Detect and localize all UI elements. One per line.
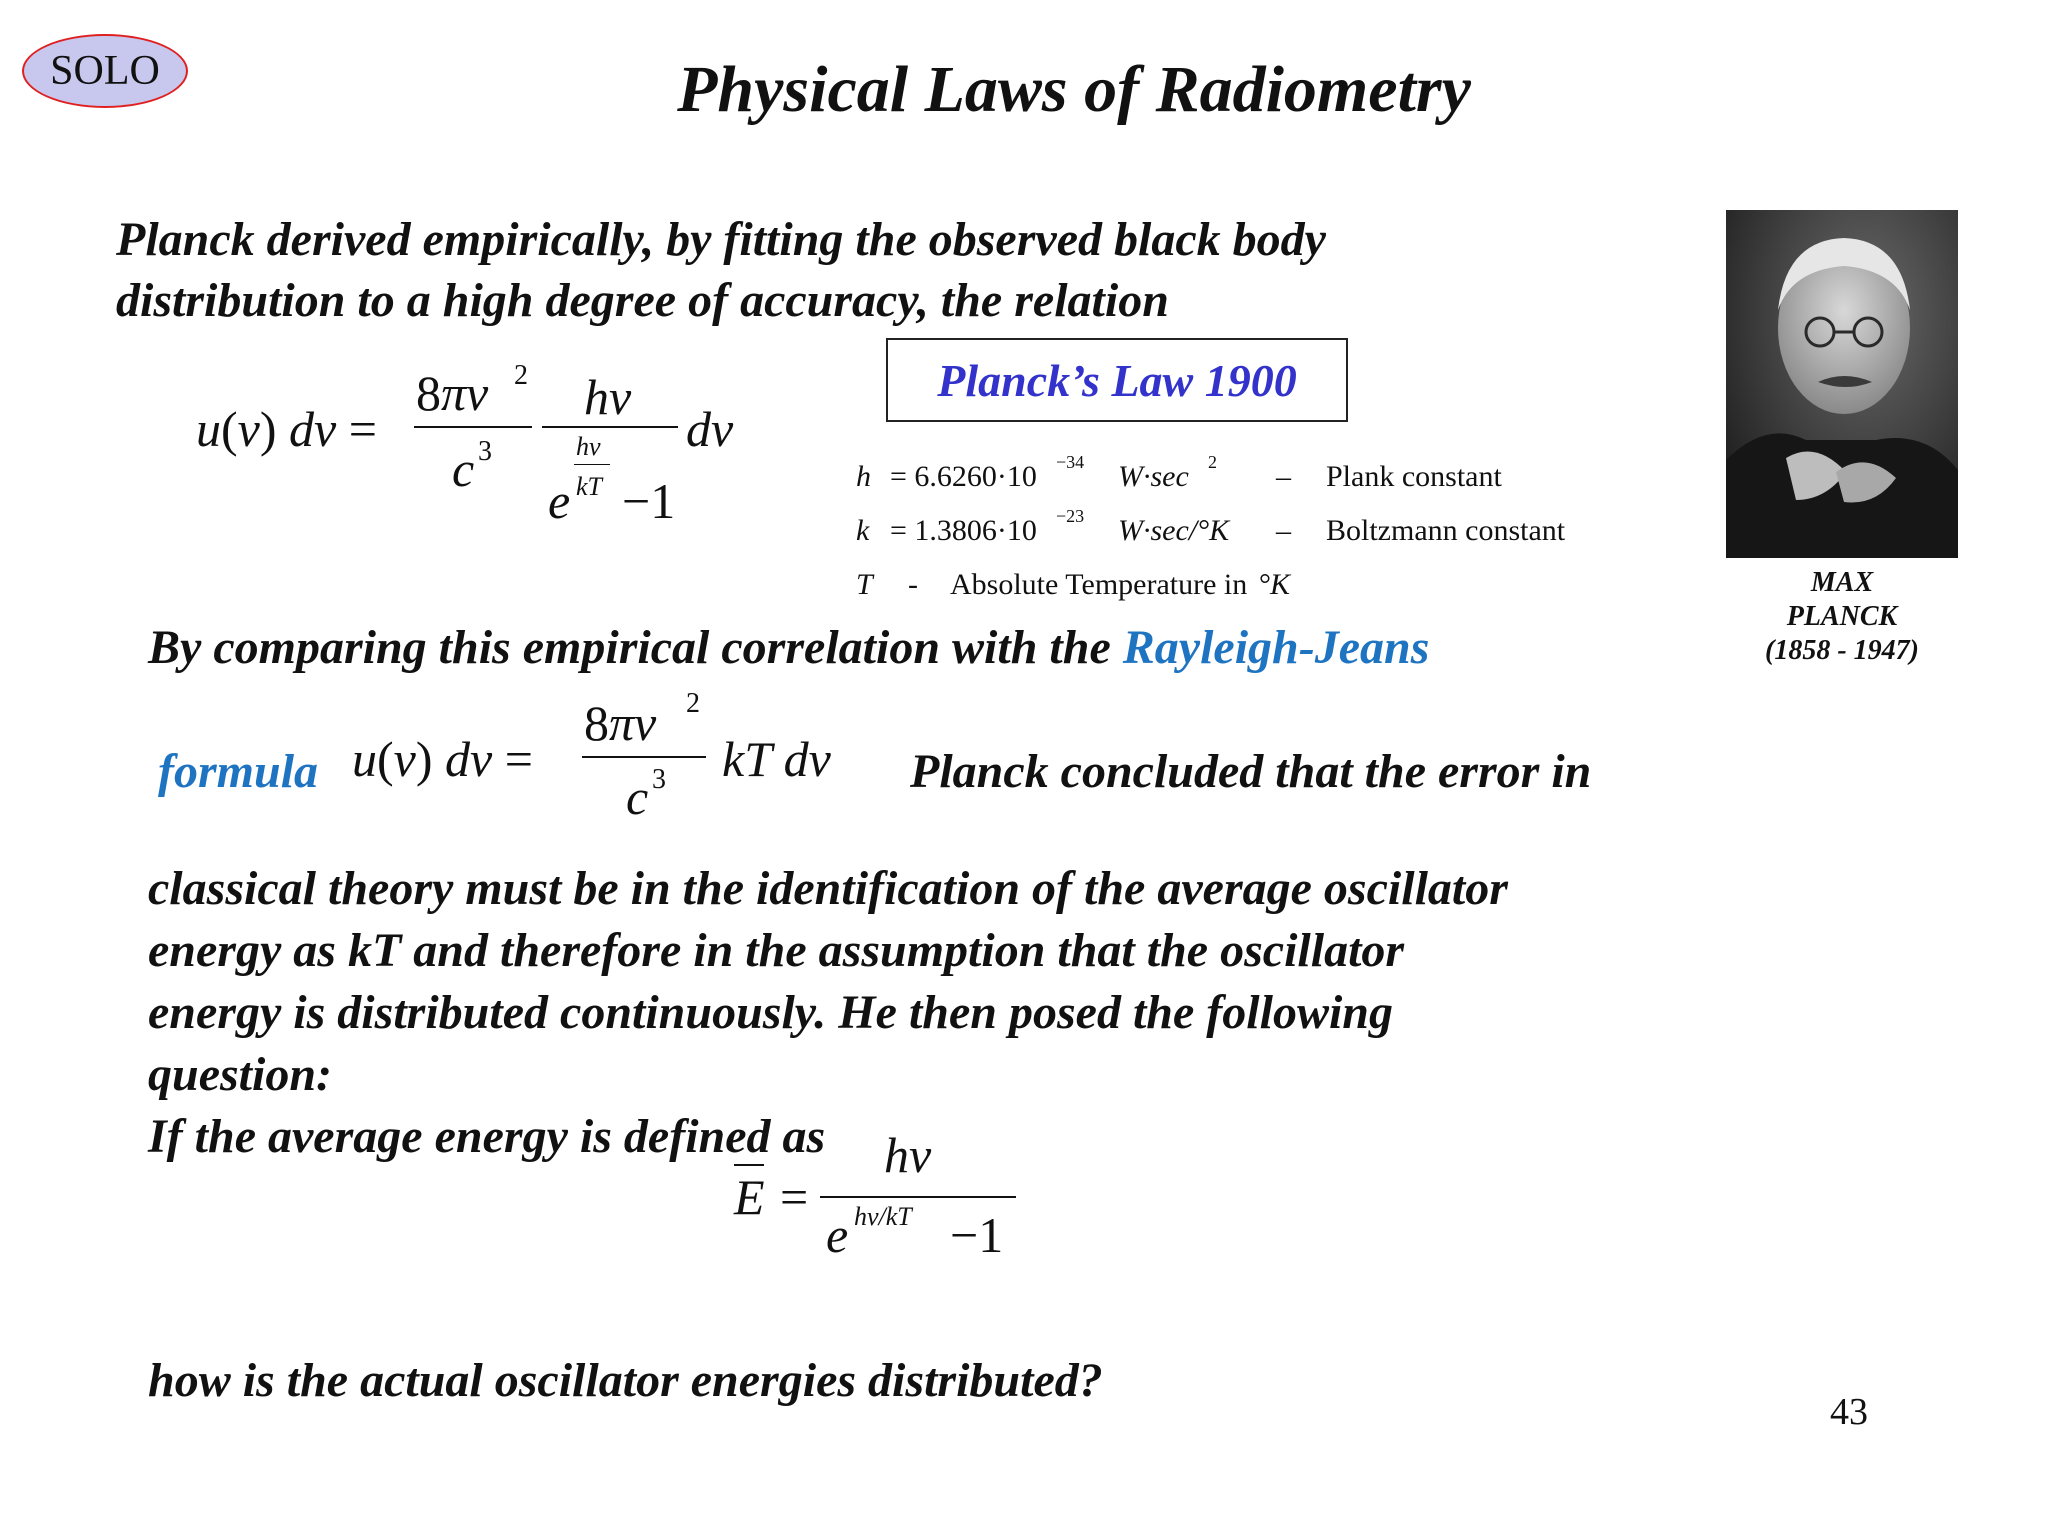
k-exponent: −23	[1056, 506, 1085, 526]
intro-line-2: distribution to a high degree of accuracy, the relation	[116, 274, 1169, 327]
paragraph-line-5: If the average energy is defined as	[148, 1110, 826, 1163]
rayleigh-jeans-formula: u(ν) dν = 8πν 2 c 3 kT dν	[352, 688, 831, 825]
h-exponent: −34	[1056, 452, 1085, 472]
k-value: = 1.3806·10	[890, 514, 1037, 547]
t-symbol: T	[856, 568, 873, 601]
max-planck-portrait	[1726, 210, 1958, 558]
page-number: 43	[1830, 1391, 1868, 1433]
planck-law-formula: u(ν) dν = 8πν 2 c 3 hν hν e kT −1 dν	[196, 360, 734, 529]
caption-line-3: (1858 - 1947)	[1765, 635, 1919, 666]
closing-question: how is the actual oscillator energies distributed?	[148, 1354, 1103, 1407]
page-title: Physical Laws of Radiometry	[677, 53, 1471, 126]
caption-line-2: PLANCK	[1786, 601, 1898, 632]
k-description: Boltzmann constant	[1326, 514, 1566, 547]
t-unit: °K	[1258, 568, 1291, 601]
t-dash: -	[908, 568, 918, 601]
paragraph-line-4: question:	[148, 1048, 333, 1101]
rayleigh-jeans-link: Rayleigh-Jeans	[1122, 621, 1430, 674]
planck-law-label: Planck’s Law 1900	[937, 354, 1297, 406]
k-dash: –	[1276, 514, 1291, 547]
formula-word: formula	[158, 745, 319, 798]
solo-logo-text: SOLO	[50, 48, 160, 94]
intro-line-1: Planck derived empirically, by fitting the observed black body	[116, 213, 1326, 266]
t-description: Absolute Temperature in	[950, 568, 1248, 601]
paragraph-line-3: energy is distributed continuously. He then posed the following	[148, 986, 1393, 1039]
k-symbol: k	[856, 514, 870, 547]
h-value: = 6.6260·10	[890, 460, 1037, 493]
paragraph-line-2: energy as kT and therefore in the assumption that the oscillator	[148, 924, 1405, 977]
k-unit: W·sec/°K	[1118, 514, 1230, 547]
comparison-suffix: Planck concluded that the error in	[910, 745, 1592, 798]
h-symbol: h	[856, 460, 871, 493]
portrait-caption	[1720, 566, 1964, 668]
h-unit-exponent: 2	[1208, 452, 1217, 472]
h-dash: –	[1276, 460, 1291, 493]
comparison-prefix: By comparing this empirical correlation with the	[148, 621, 1123, 674]
comparison-line	[148, 617, 1429, 679]
planck-law-box	[886, 338, 1348, 422]
paragraph-line-1: classical theory must be in the identification of the average oscillator	[148, 862, 1508, 915]
average-energy-formula: E = hν e hν/kT −1	[730, 1120, 1030, 1270]
h-description: Plank constant	[1326, 460, 1502, 493]
h-unit: W·sec	[1118, 460, 1189, 493]
constants-table	[856, 452, 1616, 616]
caption-line-1: MAX	[1810, 567, 1874, 598]
portrait-image	[1726, 210, 1958, 558]
